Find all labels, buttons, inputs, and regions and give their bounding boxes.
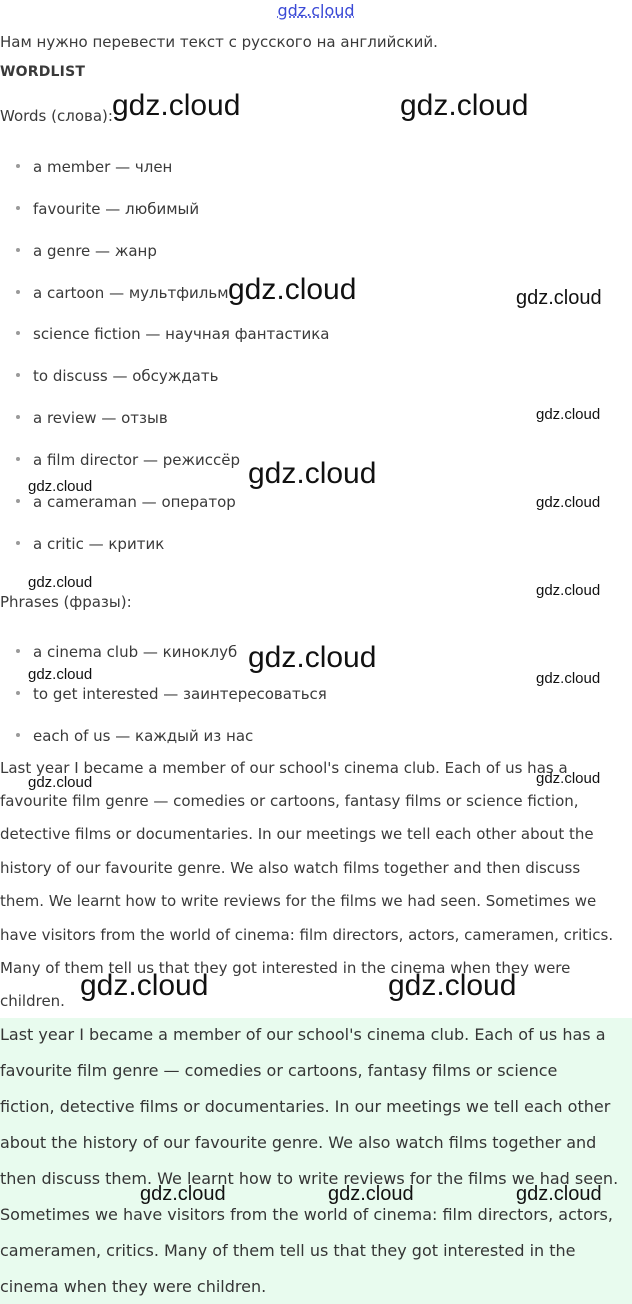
watermark: gdz.cloud xyxy=(28,774,93,791)
list-item xyxy=(16,684,327,704)
list-item xyxy=(16,534,164,554)
bullet-icon xyxy=(16,206,20,210)
paragraph-line: history of our favourite genre. We also watch films together and then discuss xyxy=(0,859,581,877)
list-item-text: a cartoon — мультфильм xyxy=(33,284,229,302)
list-item xyxy=(16,324,329,344)
list-item-text: to discuss — обсуждать xyxy=(33,367,219,385)
answer-line: cameramen, critics. Many of them tell us that they got interested in the xyxy=(0,1241,576,1260)
list-item-text: a genre — жанр xyxy=(33,242,157,260)
list-item xyxy=(16,642,237,662)
answer-line: Sometimes we have visitors from the world of cinema: film directors, actors, xyxy=(0,1205,613,1224)
bullet-icon xyxy=(16,691,20,695)
paragraph-line: have visitors from the world of cinema: film directors, actors, cameramen, critics. xyxy=(0,926,614,944)
watermark: gdz.cloud xyxy=(80,969,209,1002)
watermark: gdz.cloud xyxy=(536,770,601,787)
list-item xyxy=(16,283,229,303)
watermark: gdz.cloud xyxy=(28,574,93,591)
list-item-text: to get interested — заинтересоваться xyxy=(33,685,327,703)
bullet-icon xyxy=(16,649,20,653)
watermark: gdz.cloud xyxy=(328,1183,414,1205)
list-item xyxy=(16,408,168,428)
watermark: gdz.cloud xyxy=(516,287,602,309)
watermark: gdz.cloud xyxy=(388,969,517,1002)
paragraph-line: favourite film genre — comedies or cartoons, fantasy films or science fiction, xyxy=(0,792,579,810)
bullet-icon xyxy=(16,164,20,168)
watermark: gdz.cloud xyxy=(248,641,377,674)
watermark: gdz.cloud xyxy=(28,478,93,495)
list-item-text: each of us — каждый из нас xyxy=(33,727,254,745)
watermark: gdz.cloud xyxy=(228,273,357,306)
list-item-text: science fiction — научная фантастика xyxy=(33,325,330,343)
answer-line: about the history of our favourite genre. We also watch films together and xyxy=(0,1133,597,1152)
bullet-icon xyxy=(16,373,20,377)
list-item-text: a film director — режиссёр xyxy=(33,451,240,469)
header-watermark-link[interactable]: gdz.cloud xyxy=(277,1,355,20)
intro-text: Нам нужно перевести текст с русского на английский. xyxy=(0,33,438,51)
list-item xyxy=(16,450,240,470)
words-label: Words (слова): xyxy=(0,107,113,125)
bullet-icon xyxy=(16,415,20,419)
list-item-text: favourite — любимый xyxy=(33,200,200,218)
paragraph-line: them. We learnt how to write reviews for the films we had seen. Sometimes we xyxy=(0,892,597,910)
list-item xyxy=(16,241,157,261)
watermark: gdz.cloud xyxy=(248,457,377,490)
paragraph-line: children. xyxy=(0,992,65,1010)
bullet-icon xyxy=(16,733,20,737)
paragraph-line: Many of them tell us that they got interested in the cinema when they were xyxy=(0,959,571,977)
watermark: gdz.cloud xyxy=(112,89,241,122)
answer-line: cinema when they were children. xyxy=(0,1277,267,1296)
watermark: gdz.cloud xyxy=(400,89,529,122)
phrases-label: Phrases (фразы): xyxy=(0,593,132,611)
list-item xyxy=(16,157,172,177)
paragraph-line: detective films or documentaries. In our meetings we tell each other about the xyxy=(0,825,594,843)
list-item xyxy=(16,726,253,746)
answer-line: favourite film genre — comedies or cartoons, fantasy films or science xyxy=(0,1061,558,1080)
list-item-text: a cinema club — киноклуб xyxy=(33,643,238,661)
list-item xyxy=(16,366,218,386)
watermark: gdz.cloud xyxy=(536,582,601,599)
watermark: gdz.cloud xyxy=(28,666,93,683)
list-item-text: a member — член xyxy=(33,158,173,176)
bullet-icon xyxy=(16,499,20,503)
bullet-icon xyxy=(16,248,20,252)
list-item-text: a critic — критик xyxy=(33,535,165,553)
watermark: gdz.cloud xyxy=(536,406,601,423)
list-item xyxy=(16,199,199,219)
answer-line: fiction, detective films or documentaries. In our meetings we tell each other xyxy=(0,1097,611,1116)
watermark: gdz.cloud xyxy=(536,494,601,511)
watermark: gdz.cloud xyxy=(516,1183,602,1205)
watermark: gdz.cloud xyxy=(140,1183,226,1205)
paragraph-line: Last year I became a member of our school's cinema club. Each of us has a xyxy=(0,759,568,777)
watermark: gdz.cloud xyxy=(536,670,601,687)
list-item-text: a cameraman — оператор xyxy=(33,493,236,511)
bullet-icon xyxy=(16,541,20,545)
bullet-icon xyxy=(16,457,20,461)
bullet-icon xyxy=(16,331,20,335)
answer-line: Last year I became a member of our school's cinema club. Each of us has a xyxy=(0,1025,606,1044)
answer-line: then discuss them. We learnt how to write reviews for the films we had seen. xyxy=(0,1169,619,1188)
wordlist-heading: WORDLIST xyxy=(0,64,86,80)
bullet-icon xyxy=(16,290,20,294)
list-item-text: a review — отзыв xyxy=(33,409,168,427)
list-item xyxy=(16,492,236,512)
